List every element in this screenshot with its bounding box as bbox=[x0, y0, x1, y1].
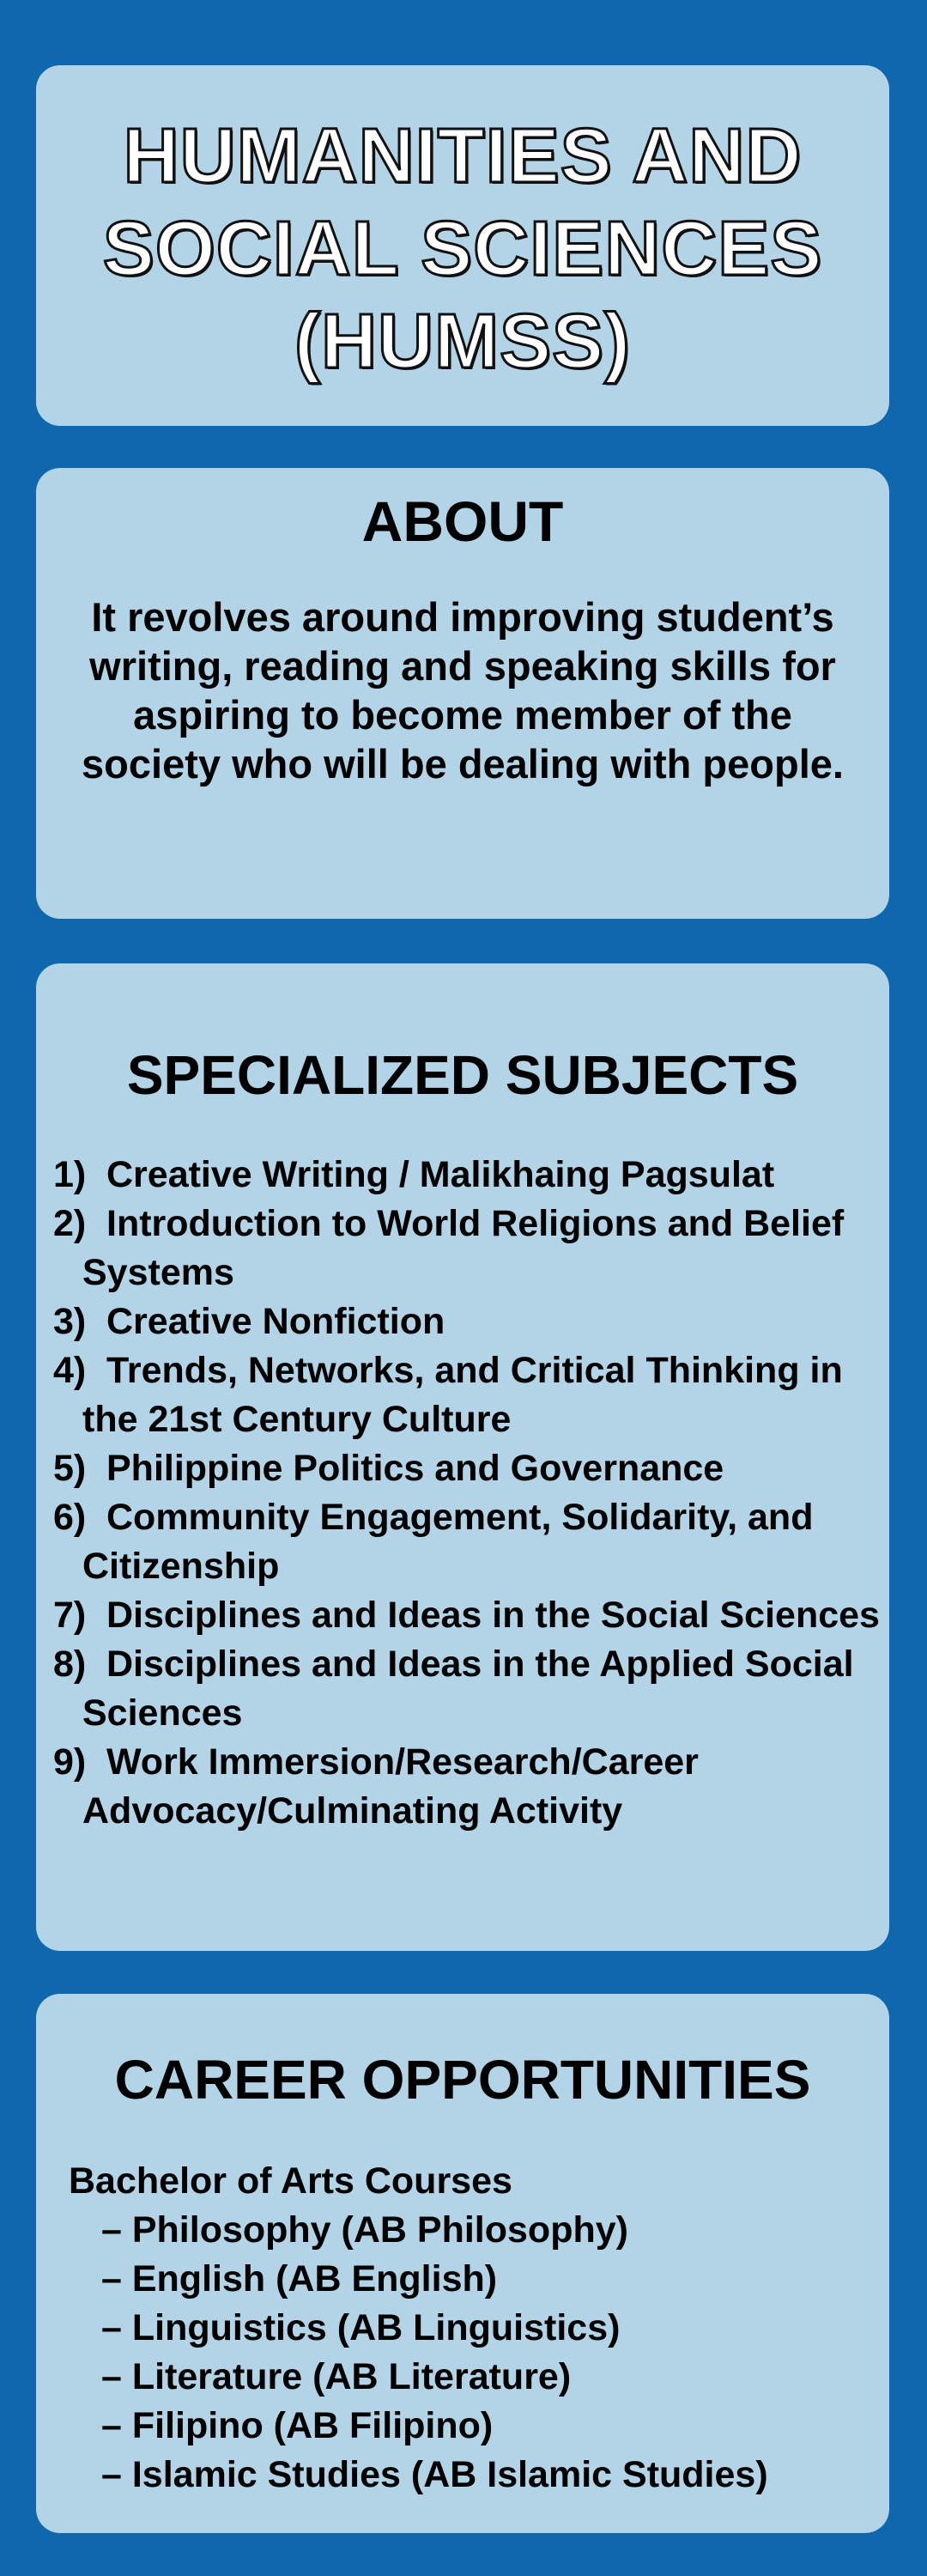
item-text: Work Immersion/Research/Career Advocacy/Culminating Activity bbox=[82, 1741, 699, 1832]
item-number: 5) bbox=[53, 1448, 87, 1489]
list-item: – Filipino (AB Filipino) bbox=[101, 2405, 494, 2446]
subjects-heading: SPECIALIZED SUBJECTS bbox=[126, 1044, 799, 1106]
about-heading: ABOUT bbox=[361, 489, 564, 553]
item-text: Disciplines and Ideas in the Applied Social Sciences bbox=[82, 1643, 854, 1734]
subjects-panel bbox=[36, 963, 889, 1951]
item-text: Creative Writing / Malikhaing Pagsulat bbox=[106, 1154, 775, 1195]
item-number: 3) bbox=[53, 1301, 87, 1342]
item-number: 9) bbox=[53, 1741, 87, 1783]
list-item bbox=[53, 1640, 881, 1738]
list-item bbox=[53, 1493, 881, 1591]
list-item bbox=[53, 1200, 881, 1297]
about-text: It revolves around improving student’s writing, reading and speaking skills for aspiring to become member of the society who will be dealing with people. bbox=[82, 594, 844, 787]
item-number: 1) bbox=[53, 1154, 87, 1195]
list-item: – Philosophy (AB Philosophy) bbox=[101, 2209, 628, 2251]
list-item bbox=[53, 1297, 881, 1346]
item-number: 8) bbox=[53, 1643, 87, 1685]
title-line-1: HUMANITIES AND bbox=[123, 113, 803, 199]
item-number: 7) bbox=[53, 1595, 87, 1636]
career-heading: CAREER OPPORTUNITIES bbox=[114, 2049, 811, 2111]
item-text: Disciplines and Ideas in the Social Sciences bbox=[106, 1595, 880, 1636]
about-panel bbox=[36, 468, 889, 919]
item-number: 2) bbox=[53, 1203, 87, 1244]
item-number: 6) bbox=[53, 1497, 87, 1538]
career-subheading: Bachelor of Arts Courses bbox=[69, 2160, 512, 2202]
list-item: – Literature (AB Literature) bbox=[101, 2356, 572, 2397]
page-title bbox=[36, 110, 889, 388]
title-line-2: SOCIAL SCIENCES bbox=[102, 206, 823, 292]
list-item bbox=[53, 1346, 881, 1444]
item-text: Trends, Networks, and Critical Thinking in the 21st Century Culture bbox=[82, 1350, 843, 1440]
title-panel bbox=[36, 65, 889, 426]
career-panel bbox=[36, 1994, 889, 2533]
list-item bbox=[53, 1151, 881, 1200]
list-item bbox=[53, 1591, 881, 1640]
list-item: – Linguistics (AB Linguistics) bbox=[101, 2307, 621, 2348]
subject-list bbox=[53, 1151, 881, 1836]
career-list bbox=[101, 2206, 768, 2500]
list-item bbox=[53, 1738, 881, 1836]
title-line-3: (HUMSS) bbox=[294, 299, 631, 385]
item-text: Community Engagement, Solidarity, and Citizenship bbox=[82, 1497, 814, 1587]
item-text: Creative Nonfiction bbox=[106, 1301, 445, 1342]
list-item bbox=[53, 1444, 881, 1493]
list-item: – English (AB English) bbox=[101, 2258, 498, 2300]
list-item: – Islamic Studies (AB Islamic Studies) bbox=[101, 2454, 768, 2495]
item-number: 4) bbox=[53, 1350, 87, 1391]
item-text: Introduction to World Religions and Belief Systems bbox=[82, 1203, 845, 1293]
item-text: Philippine Politics and Governance bbox=[106, 1448, 724, 1489]
